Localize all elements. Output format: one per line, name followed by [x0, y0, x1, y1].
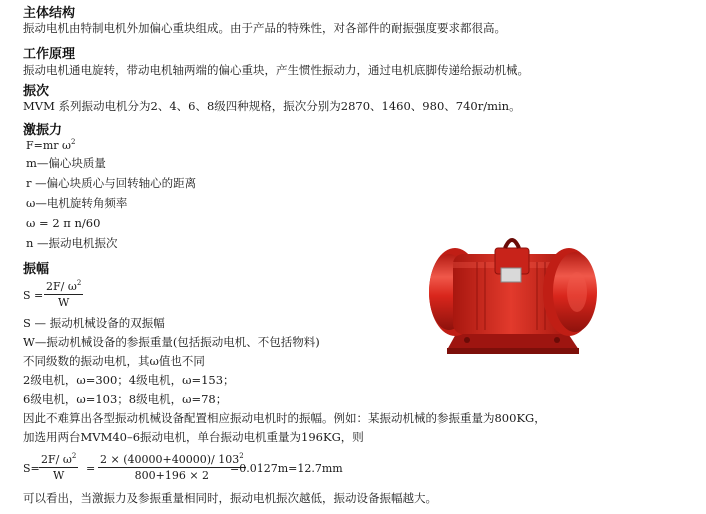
frequency-text: MVM 系列振动电机分为2、4、6、8级四种规格，振次分别为2870、1460、980、740r/min。: [23, 99, 521, 113]
amplitude-line-omega-68: 6级电机，ω=103；8级电机，ω=78；: [23, 392, 228, 406]
amplitude-formula-lhs: S =: [23, 289, 44, 302]
amplitude-line-omega-24: 2级电机，ω=300；4级电机，ω=153；: [23, 373, 235, 387]
section-title-frequency: 振次: [23, 84, 50, 99]
section-title-structure: 主体结构: [23, 6, 76, 21]
calc-fraction-1: $\frac{2F/ \omega^2}{W}$: [41, 452, 77, 482]
force-line-n: n —振动电机振次: [26, 236, 118, 250]
amplitude-formula-fraction: $\frac{2F/ \omega^2}{W}$: [46, 279, 82, 309]
amplitude-line-omega-note: 不同级数的振动电机，其ω值也不同: [23, 354, 205, 368]
force-line-omega-formula: ω = 2 π n/60: [26, 216, 101, 230]
force-formula: F=mr $\omega^2$: [26, 138, 76, 152]
structure-text: 振动电机由特制电机外加偏心重块组成。由于产品的特殊性，对各部件的耐振强度要求都很高。: [23, 21, 506, 35]
force-line-m: m—偏心块质量: [26, 156, 106, 170]
vibration-motor-image: [417, 232, 607, 362]
amplitude-example-1: 因此不难算出各型振动机械设备配置相应振动电机时的振幅。例如：某振动机械的参振重量为800KG，: [23, 411, 546, 425]
calc-fraction-2: $\frac{2 \times (40000+40000)/ 103^2}{800+196 \times 2}$: [100, 452, 244, 482]
calc-result: =0.0127m=12.7mm: [230, 462, 343, 475]
force-line-r: r —偏心块质心与回转轴心的距离: [26, 176, 197, 190]
amplitude-conclusion: 可以看出，当激振力及参振重量相同时，振动电机振次越低，振动设备振幅越大。: [23, 491, 437, 505]
amplitude-line-w: W—振动机械设备的参振重量(包括振动电机、不包括物料): [23, 335, 320, 349]
section-title-force: 激振力: [23, 123, 63, 138]
force-line-omega: ω—电机旋转角频率: [26, 196, 128, 210]
calc-lhs: S=: [23, 462, 40, 475]
section-title-principle: 工作原理: [23, 47, 76, 62]
section-title-amplitude: 振幅: [23, 262, 50, 277]
amplitude-example-2: 加选用两台MVM40–6振动电机，单台振动电机重量为196KG，则: [23, 430, 364, 444]
amplitude-line-s: S — 振动机械设备的双振幅: [23, 316, 165, 330]
calc-equals: =: [86, 462, 96, 475]
principle-text: 振动电机通电旋转，带动电机轴两端的偏心重块，产生惯性振动力，通过电机底脚传递给振动机械。: [23, 63, 529, 77]
